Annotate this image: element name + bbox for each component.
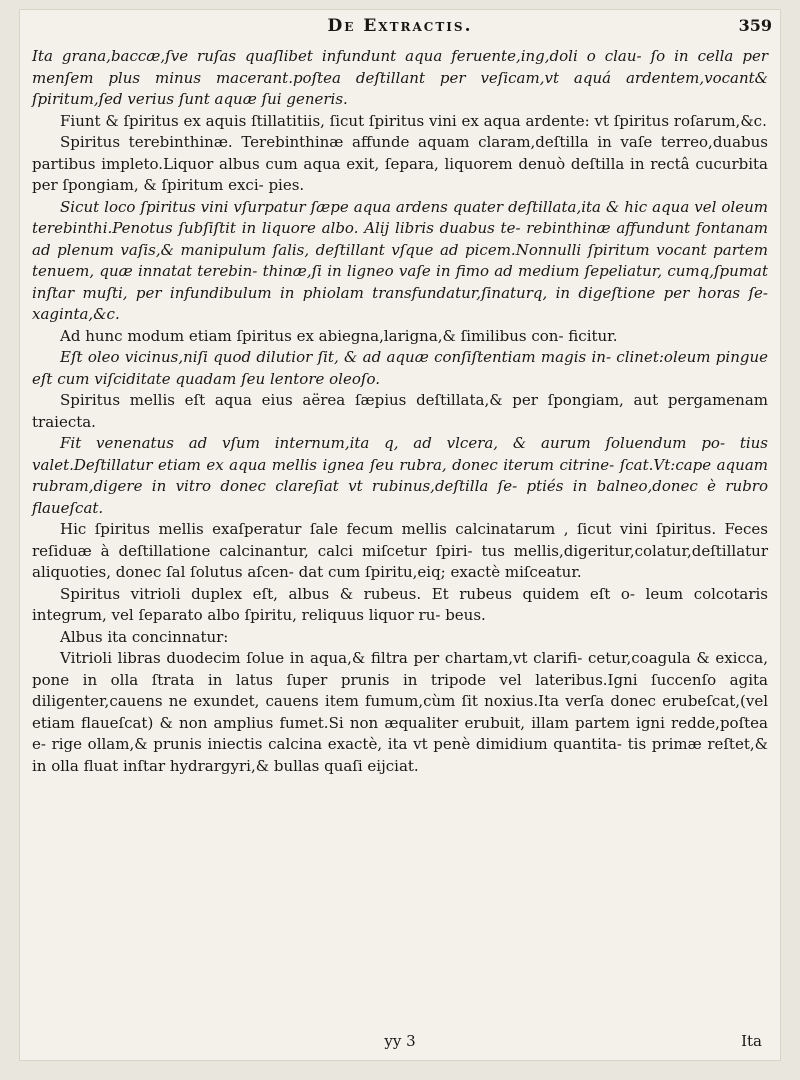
catchword: Ita: [741, 1032, 762, 1050]
page-header: [20, 16, 780, 42]
signature-mark: yy 3: [384, 1032, 416, 1050]
page-number: 359: [738, 16, 772, 35]
page-footer: [20, 1032, 780, 1056]
running-head: De Extractis.: [327, 16, 473, 36]
paragraph: Fit venenatus ad vſum internum,ita q, ad vlcera, & aurum ſoluendum po- tius valet.Deſtillatur etiam ex aqua mellis ignea ſeu rubra, donec iterum citrine- ſcat.Vt:cape aquam rubram,digere in vitro donec clareſiat vt rubinus,deſtilla ſe- ptiés in balneo,donec è rubro flaueſcat.: [32, 434, 768, 517]
paragraph: Fiunt & ſpiritus ex aquis ſtillatitiis, ſicut ſpiritus vini ex aqua ardente: vt ſpiritus roſarum,&c.: [60, 111, 767, 130]
paragraph: Ita grana,baccæ,ſve ruſas quaſlibet infundunt aqua feruente,ing,doli o clau- ſo in cella per menſem plus minus macerant.poſtea deſtillant per veſicam,vt aquá ardentem,vocant& ſpiritum,ſed verius ſunt aquæ ſui generis.: [32, 47, 768, 108]
book-page: [20, 10, 780, 1060]
body-text: [32, 46, 768, 777]
paragraph: Sicut loco ſpiritus vini vſurpatur ſæpe aqua ardens quater deſtillata,ita & hic aqua vel oleum terebinthi.Penotus ſubſiſtit in liquore albo. Alij libris duabus te- rebinthinæ affundunt fontanam ad plenum vaſis,& manipulum ſalis, deſtillant vſque ad picem.Nonnulli ſpiritum vocant partem tenuem, quæ innatat terebin- thinæ,ſi in ligneo vaſe in fimo ad medium ſepeliatur, cumq,ſpumat inſtar muſti, per infundibulum in phiolam transfundatur,ſinaturq, in digeſtione per horas ſe- xaginta,&c.: [32, 197, 768, 323]
paragraph: Albus ita concinnatur:: [60, 627, 229, 646]
paragraph: Ad hunc modum etiam ſpiritus ex abiegna,larigna,& ſimilibus con- ficitur.: [60, 326, 618, 345]
paragraph: Spiritus vitrioli duplex eſt, albus & rubeus. Et rubeus quidem eſt o- leum colcotaris integrum, vel ſeparato albo ſpiritu, reliquus liquor ru- beus.: [32, 584, 768, 624]
paragraph: Vitrioli libras duodecim ſolue in aqua,& filtra per chartam,vt clarifi- cetur,coagula & exicca, pone in olla ſtrata in latus ſuper prunis in tripode vel lateribus.Igni ſuccenſo agita diligenter,cauens ne exundet, cauens item fumum,cùm ſit noxius.Ita verſa donec erubeſcat,(vel etiam flaueſcat) & non amplius fumet.Si non æqualiter erubuit, illam partem igni redde,poſtea e- rige ollam,& prunis iniectis calcina exactè, ita vt penè dimidium quantita- tis primæ reſtet,& in olla fluat inſtar hydrargyri,& bullas quaſi eijciat.: [32, 649, 768, 775]
paragraph: Spiritus terebinthinæ. Terebinthinæ affunde aquam claram,deſtilla in vaſe terreo,duabus partibus impleto.Liquor albus cum aqua exit, ſepara, liquorem denuò deſtilla in rectâ cucurbita per ſpongiam, & ſpiritum exci- pies.: [32, 133, 768, 194]
paragraph: Spiritus mellis eſt aqua eius aërea ſæpius deſtillata,& per ſpongiam, aut pergamenam traiecta.: [32, 391, 768, 431]
paragraph: Hic ſpiritus mellis exaſperatur ſale fecum mellis calcinatarum , ſicut vini ſpiritus. Feces reſiduæ à deſtillatione calcinantur, calci miſcetur ſpiri- tus mellis,digeritur,colatur,deſtillatur aliquoties, donec ſal ſolutus aſcen- dat cum ſpiritu,eiq; exactè miſceatur.: [32, 520, 768, 581]
paragraph: Eſt oleo vicinus,niſi quod dilutior ſit, & ad aquæ conſiſtentiam magis in- clinet:oleum pingue eſt cum viſciditate quadam ſeu lentore oleoſo.: [32, 348, 768, 388]
